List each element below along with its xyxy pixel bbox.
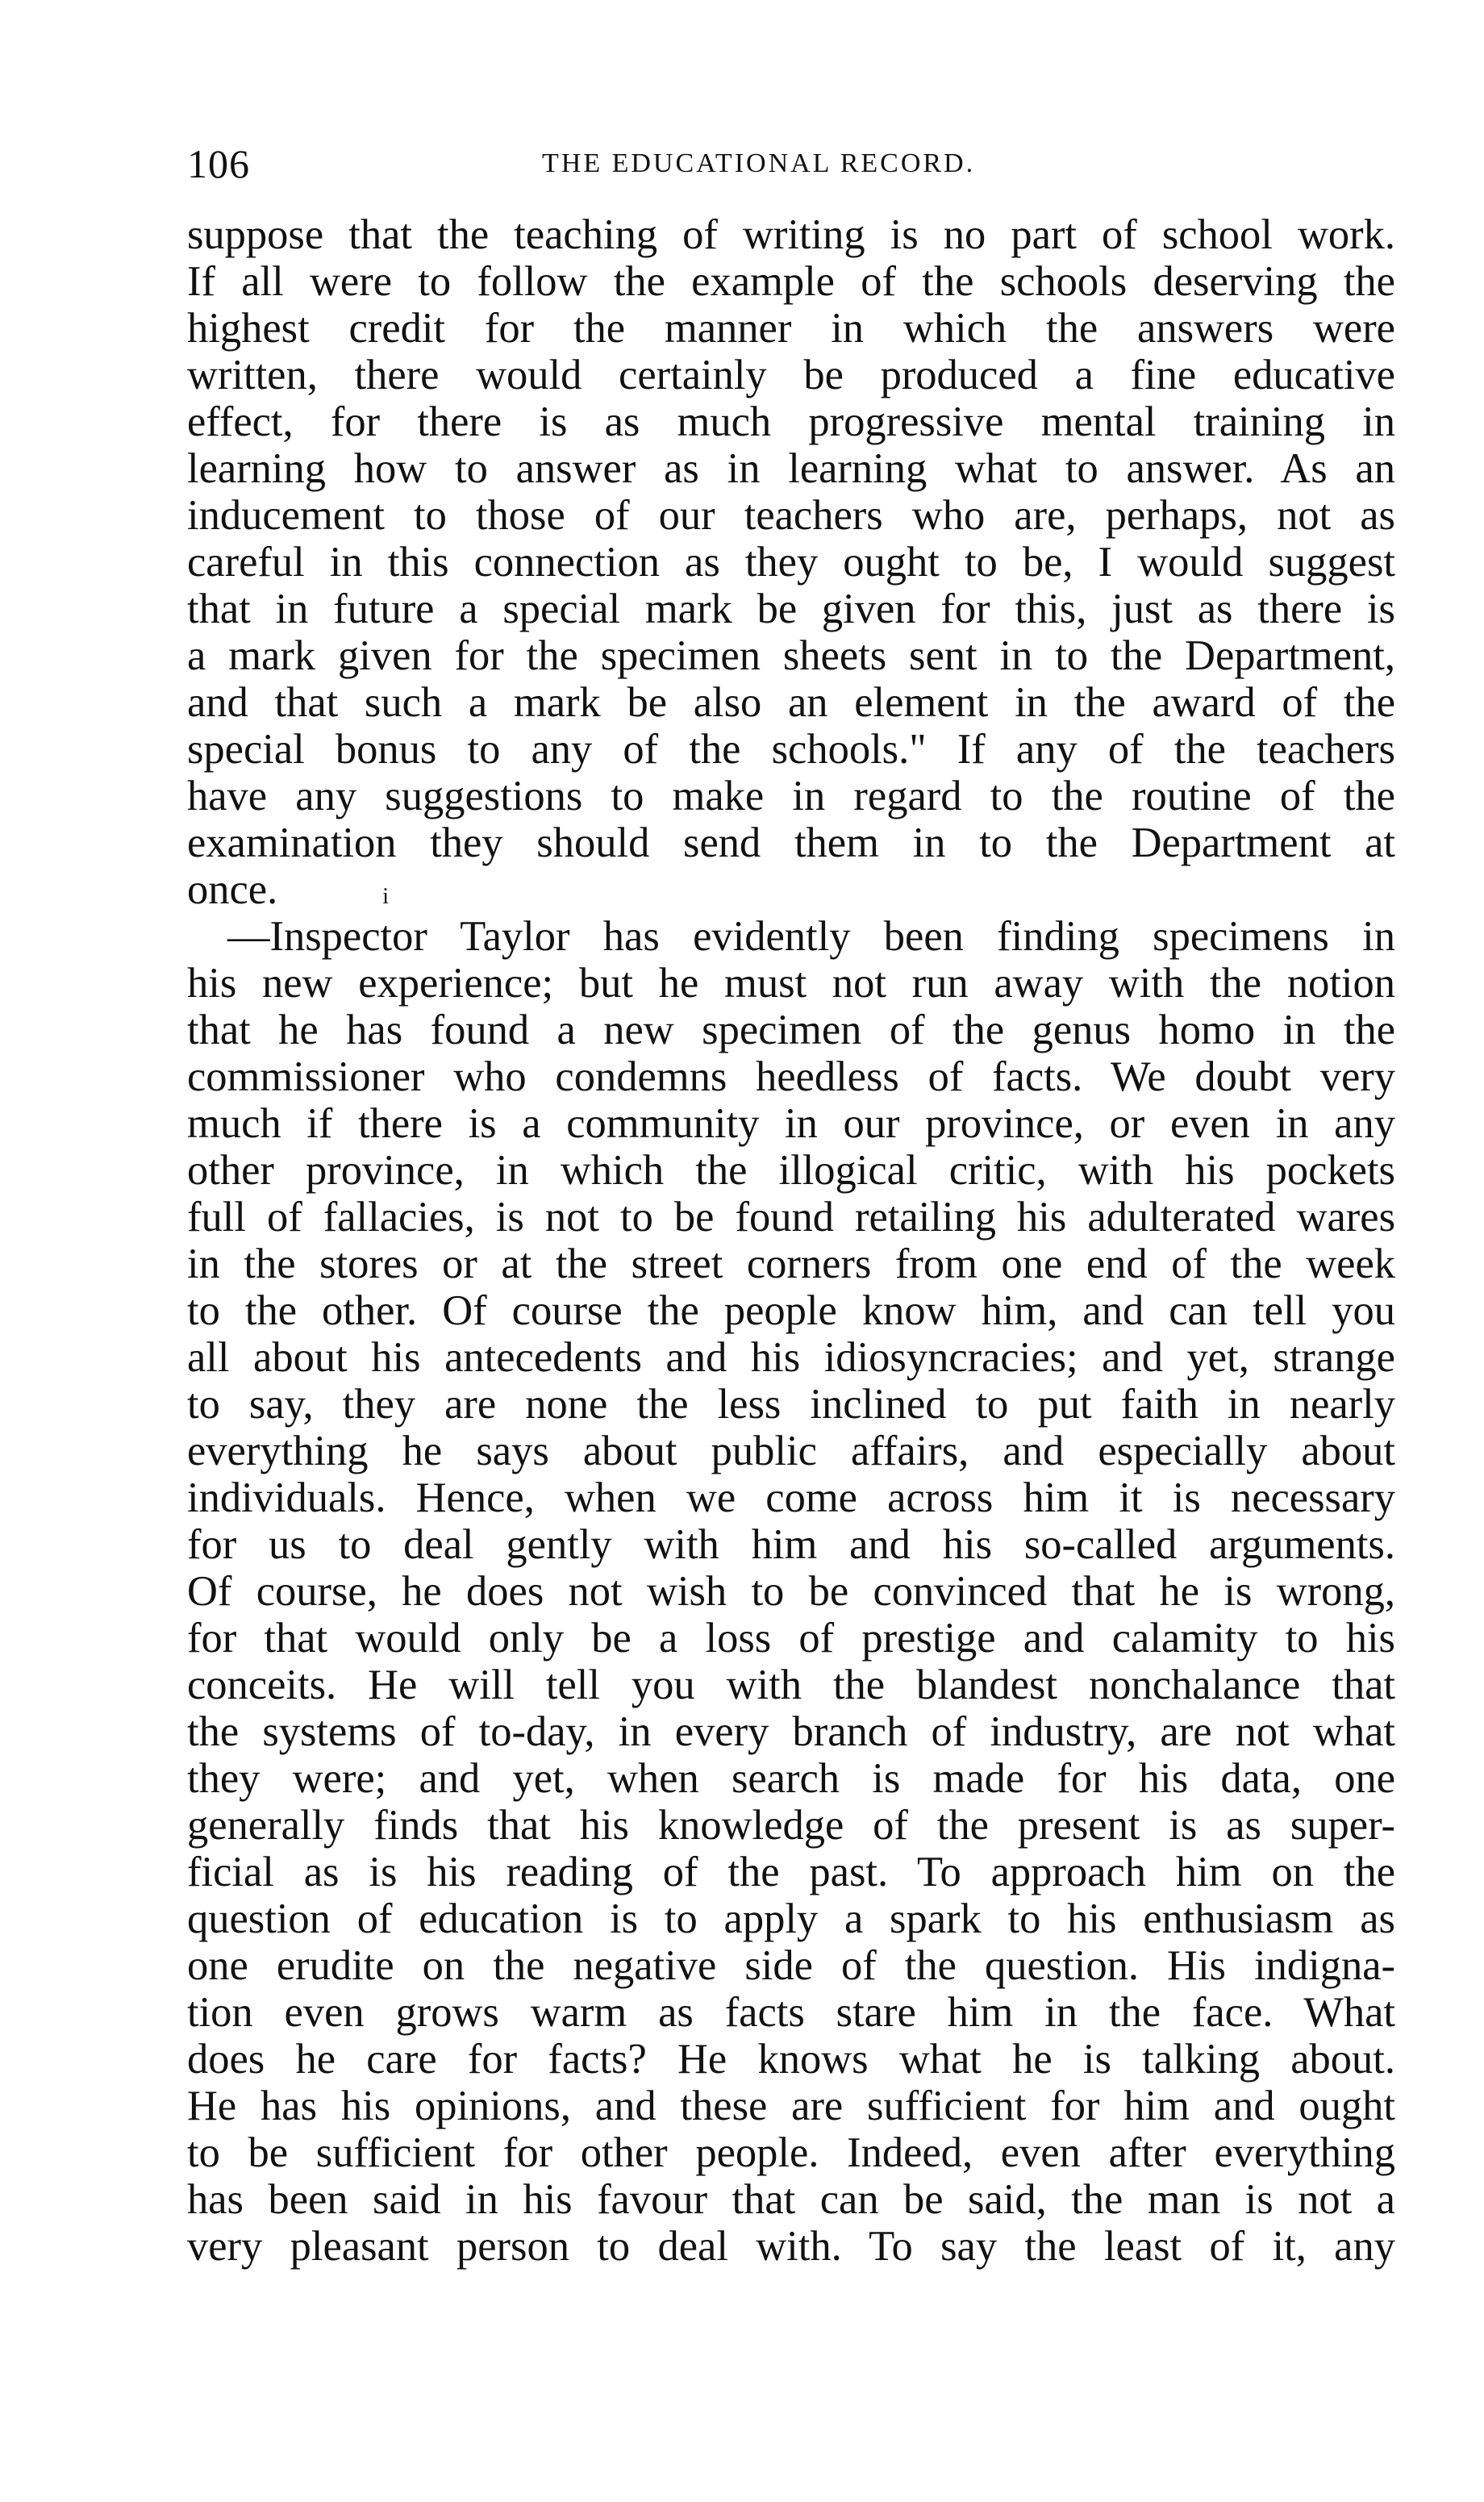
text-line: and that such a mark be also an element in the award of the	[187, 679, 1395, 726]
text-line: conceits. He will tell you with the blandest nonchalance that	[187, 1662, 1395, 1708]
text-line: inducement to those of our teachers who are, perhaps, not as	[187, 492, 1395, 539]
text-line: his new experience; but he must not run away with the notion	[187, 960, 1395, 1007]
text-line: that he has found a new specimen of the genus homo in the	[187, 1007, 1395, 1053]
text-line: tion even grows warm as facts stare him in the face. What	[187, 1989, 1395, 2036]
text-line: other province, in which the illogical critic, with his pockets	[187, 1147, 1395, 1194]
page-header	[187, 140, 1397, 197]
text-line: special bonus to any of the schools." If any of the teachers	[187, 726, 1395, 773]
text-line: Of course, he does not wish to be convinced that he is wrong,	[187, 1568, 1395, 1615]
text-line: has been said in his favour that can be said, the man is not a	[187, 2176, 1395, 2223]
text-line: for that would only be a loss of prestige and calamity to his	[187, 1615, 1395, 1662]
text-line: for us to deal gently with him and his so-called arguments.	[187, 1521, 1395, 1568]
text-line: all about his antecedents and his idiosyncracies; and yet, strange	[187, 1334, 1395, 1381]
text-line: does he care for facts? He knows what he is talking about.	[187, 2036, 1395, 2083]
text-line: a mark given for the specimen sheets sent in to the Department,	[187, 632, 1395, 679]
running-head: THE EDUCATIONAL RECORD.	[542, 148, 976, 178]
text-line: learning how to answer as in learning what to answer. As an	[187, 445, 1395, 492]
text-line: highest credit for the manner in which the answers were	[187, 305, 1395, 352]
text-line: in the stores or at the street corners from one end of the week	[187, 1241, 1395, 1287]
text-line: suppose that the teaching of writing is no part of school work.	[187, 211, 1395, 258]
text-line: one erudite on the negative side of the question. His indigna-	[187, 1942, 1395, 1989]
text-line: examination they should send them in to the Department at	[187, 819, 1395, 866]
text-line: that in future a special mark be given for this, just as there is	[187, 586, 1395, 632]
text-line: ficial as is his reading of the past. To approach him on the	[187, 1849, 1395, 1895]
text-line: careful in this connection as they ought to be, I would suggest	[187, 539, 1395, 586]
text-line-content: once.	[187, 866, 278, 913]
body-text	[187, 211, 1395, 2270]
text-line: question of education is to apply a spark to his enthusiasm as	[187, 1895, 1395, 1942]
text-line	[187, 866, 1395, 913]
text-line: to say, they are none the less inclined to put faith in nearly	[187, 1381, 1395, 1428]
text-line: commissioner who condemns heedless of facts. We doubt very	[187, 1053, 1395, 1100]
text-line: to be sufficient for other people. Indeed, even after everything	[187, 2129, 1395, 2176]
text-line: effect, for there is as much progressive mental training in	[187, 398, 1395, 445]
text-line: —Inspector Taylor has evidently been finding specimens in	[227, 913, 1395, 960]
text-line: very pleasant person to deal with. To say the least of it, any	[187, 2223, 1395, 2270]
text-line: much if there is a community in our province, or even in any	[187, 1100, 1395, 1147]
text-line: written, there would certainly be produced a fine educative	[187, 352, 1395, 398]
text-line: full of fallacies, is not to be found retailing his adulterated wares	[187, 1194, 1395, 1241]
text-line: individuals. Hence, when we come across him it is necessary	[187, 1474, 1395, 1521]
text-line: If all were to follow the example of the schools deserving the	[187, 258, 1395, 305]
text-line: have any suggestions to make in regard to the routine of the	[187, 773, 1395, 819]
stray-mark: i	[382, 884, 390, 909]
text-line: everything he says about public affairs, and especially about	[187, 1428, 1395, 1474]
text-line: the systems of to-day, in every branch of industry, are not what	[187, 1708, 1395, 1755]
text-line: they were; and yet, when search is made for his data, one	[187, 1755, 1395, 1802]
text-line: generally finds that his knowledge of the present is as super-	[187, 1802, 1395, 1849]
text-line: to the other. Of course the people know him, and can tell you	[187, 1287, 1395, 1334]
text-line: He has his opinions, and these are sufficient for him and ought	[187, 2083, 1395, 2129]
page-number: 106	[187, 141, 250, 186]
